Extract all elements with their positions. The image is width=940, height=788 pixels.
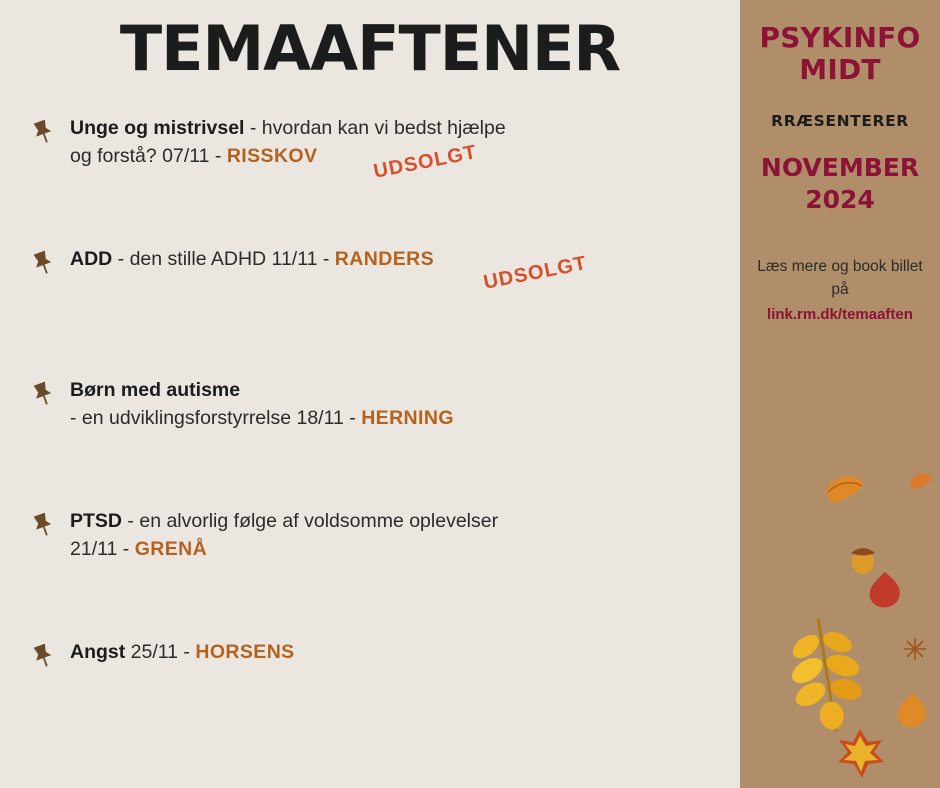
booking-text: Læs mere og book billet på — [757, 257, 923, 299]
event-title: ADD — [70, 248, 113, 271]
booking-link[interactable]: link.rm.dk/temaaften — [767, 306, 913, 324]
event-title: Børn med autisme — [70, 379, 241, 402]
event-date: og forstå? 07/11 - — [70, 144, 227, 167]
event-city: GRENÅ — [134, 537, 208, 560]
list-item[interactable] — [28, 246, 726, 320]
event-desc: - en alvorlig følge af voldsomme oplevelser — [122, 510, 499, 533]
event-list — [0, 115, 740, 713]
list-item[interactable] — [28, 377, 726, 451]
event-city: RISSKOV — [226, 144, 318, 167]
booking-info — [740, 255, 940, 327]
month-label: NOVEMBER — [760, 153, 920, 183]
presents-label: RRÆSENTERER — [771, 112, 909, 131]
event-title: Unge og mistrivsel — [70, 117, 245, 140]
list-item[interactable] — [28, 508, 726, 582]
event-title: PTSD — [70, 510, 123, 533]
event-line-1 — [70, 377, 726, 405]
pushpin-icon — [28, 379, 58, 409]
event-desc: - en udviklingsforstyrrelse 18/11 - — [70, 406, 362, 429]
event-desc: - den stille ADHD 11/11 - — [112, 248, 335, 271]
event-city: HERNING — [361, 406, 454, 429]
date-block — [740, 152, 940, 215]
status-badge: UDSOLGT — [371, 141, 479, 183]
leaf-icon — [902, 636, 928, 667]
status-badge: UDSOLGT — [481, 252, 589, 294]
pushpin-icon — [28, 248, 58, 278]
event-line-2 — [70, 536, 726, 564]
pushpin-icon — [28, 117, 58, 147]
leaf-icon — [822, 470, 868, 513]
leaf-icon — [892, 690, 932, 739]
list-item[interactable] — [28, 115, 726, 189]
event-line-1 — [70, 639, 726, 667]
leaf-icon — [776, 610, 876, 745]
event-line-1 — [70, 508, 726, 536]
leaf-icon — [908, 468, 934, 499]
event-line-1 — [70, 115, 726, 143]
event-line-2 — [70, 405, 726, 433]
event-date: 25/11 - — [125, 641, 196, 664]
brand-title — [740, 22, 940, 86]
sidebar — [740, 0, 940, 788]
list-item[interactable] — [28, 639, 726, 713]
pushpin-icon — [28, 510, 58, 540]
event-desc: - hvordan kan vi bedst hjælpe — [244, 117, 506, 140]
event-city: RANDERS — [334, 248, 435, 271]
event-date: 21/11 - — [70, 537, 135, 560]
brand-line-1: PSYKINFO — [759, 21, 921, 54]
brand-line-2: MIDT — [799, 53, 881, 87]
year-label: 2024 — [805, 184, 875, 214]
page-title: TEMAAFTENER — [119, 12, 621, 85]
leaf-icon — [832, 726, 888, 787]
event-line-1 — [70, 246, 726, 274]
event-city: HORSENS — [195, 641, 295, 664]
event-title: Angst — [70, 641, 126, 664]
pushpin-icon — [28, 641, 58, 671]
